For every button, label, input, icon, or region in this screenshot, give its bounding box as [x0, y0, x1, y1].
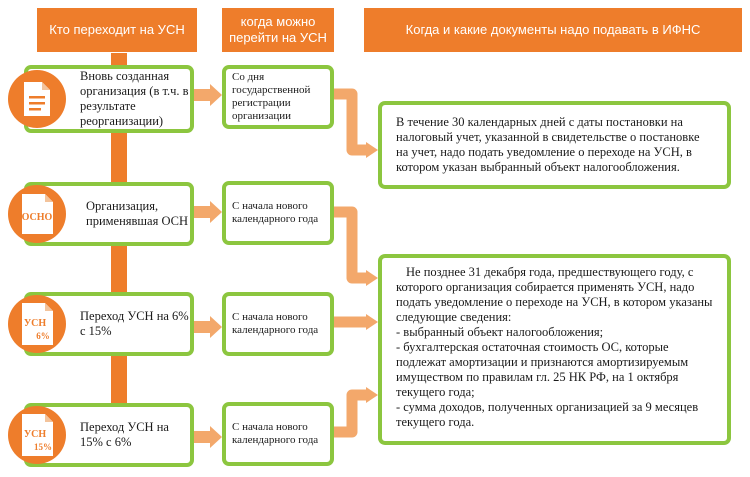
- who-label: Организация, применявшая ОСН: [86, 199, 189, 228]
- docs-box-transition: [378, 254, 731, 445]
- icon-text: УСН: [23, 318, 47, 329]
- docs-transition-text: [382, 258, 727, 434]
- arrow-row-3: [193, 316, 222, 338]
- doc-arrowheads: [366, 142, 378, 403]
- connector-usn15: [332, 395, 368, 432]
- when-box-usn15: [222, 402, 334, 466]
- when-label: С начала нового календарного года: [232, 421, 319, 446]
- arrow-row-4: [193, 426, 222, 448]
- when-box-new-org: [222, 65, 334, 129]
- when-box-osn: [222, 181, 334, 245]
- header-when-label: когда можно перейти на УСН: [229, 14, 327, 45]
- when-label: С начала нового календарного года: [232, 200, 319, 225]
- arrowhead-usn6: [366, 314, 378, 330]
- docs-transition-item: - выбранный объект налогообложения;: [396, 325, 604, 339]
- docs-transition-intro: Не позднее 31 декабря года, предшествующего году, с которого организация собирается применять УСН, надо подать уведомление о переходе на УСН, в котором указаны следующие сведения:: [396, 265, 713, 324]
- who-label: Вновь созданная организация (в т.ч. в результате реорганизации): [80, 69, 189, 128]
- arrowhead-new-org: [366, 142, 378, 158]
- document-usn-15-icon: [8, 406, 66, 464]
- icon-subtext: 15%: [34, 442, 52, 452]
- connector-osn: [332, 212, 368, 278]
- when-box-usn6: [222, 292, 334, 356]
- icon-text: ОСНО: [21, 212, 53, 223]
- doc-connectors: [332, 94, 368, 432]
- document-osno-icon: [8, 185, 66, 243]
- arrowhead-osn: [366, 270, 378, 286]
- docs-new-org-text: В течение 30 календарных дней с даты постановки на налоговый учет, указанной в свидетельстве о постановке на учет, надо подать уведомление о переходе на УСН, в котором указан выбранный объект налогообложения.: [396, 115, 700, 174]
- icon-text: УСН: [23, 429, 47, 440]
- when-label: Со дня государственной регистрации организации: [232, 71, 311, 122]
- docs-box-new-org: [378, 101, 731, 189]
- docs-transition-item: - сумма доходов, полученных организацией за 9 месяцев текущего года.: [396, 400, 699, 429]
- who-label: Переход УСН на 15% с 6%: [80, 420, 169, 449]
- arrow-row-2: [193, 201, 222, 223]
- who-label: Переход УСН на 6% с 15%: [80, 309, 189, 338]
- header-docs: [364, 8, 742, 52]
- document-usn-6-icon: [8, 295, 66, 353]
- when-label: С начала нового календарного года: [232, 311, 319, 336]
- arrow-row-1: [193, 84, 222, 106]
- header-who-label: Кто переходит на УСН: [49, 22, 185, 37]
- header-docs-label: Когда и какие документы надо подавать в ИФНС: [405, 22, 701, 37]
- header-when: [222, 8, 334, 52]
- docs-transition-item: - бухгалтерская остаточная стоимость ОС, которые подлежат амортизации и признаются амортизируемым имуществом по правилам гл. 25 НК РФ, на 1 октября текущего года;: [396, 340, 689, 399]
- header-who: [37, 8, 197, 52]
- row-arrows: [193, 84, 222, 448]
- connector-new-org: [332, 94, 368, 150]
- document-icon: [8, 70, 66, 128]
- icon-subtext: 6%: [36, 331, 50, 341]
- arrowhead-usn15: [366, 387, 378, 403]
